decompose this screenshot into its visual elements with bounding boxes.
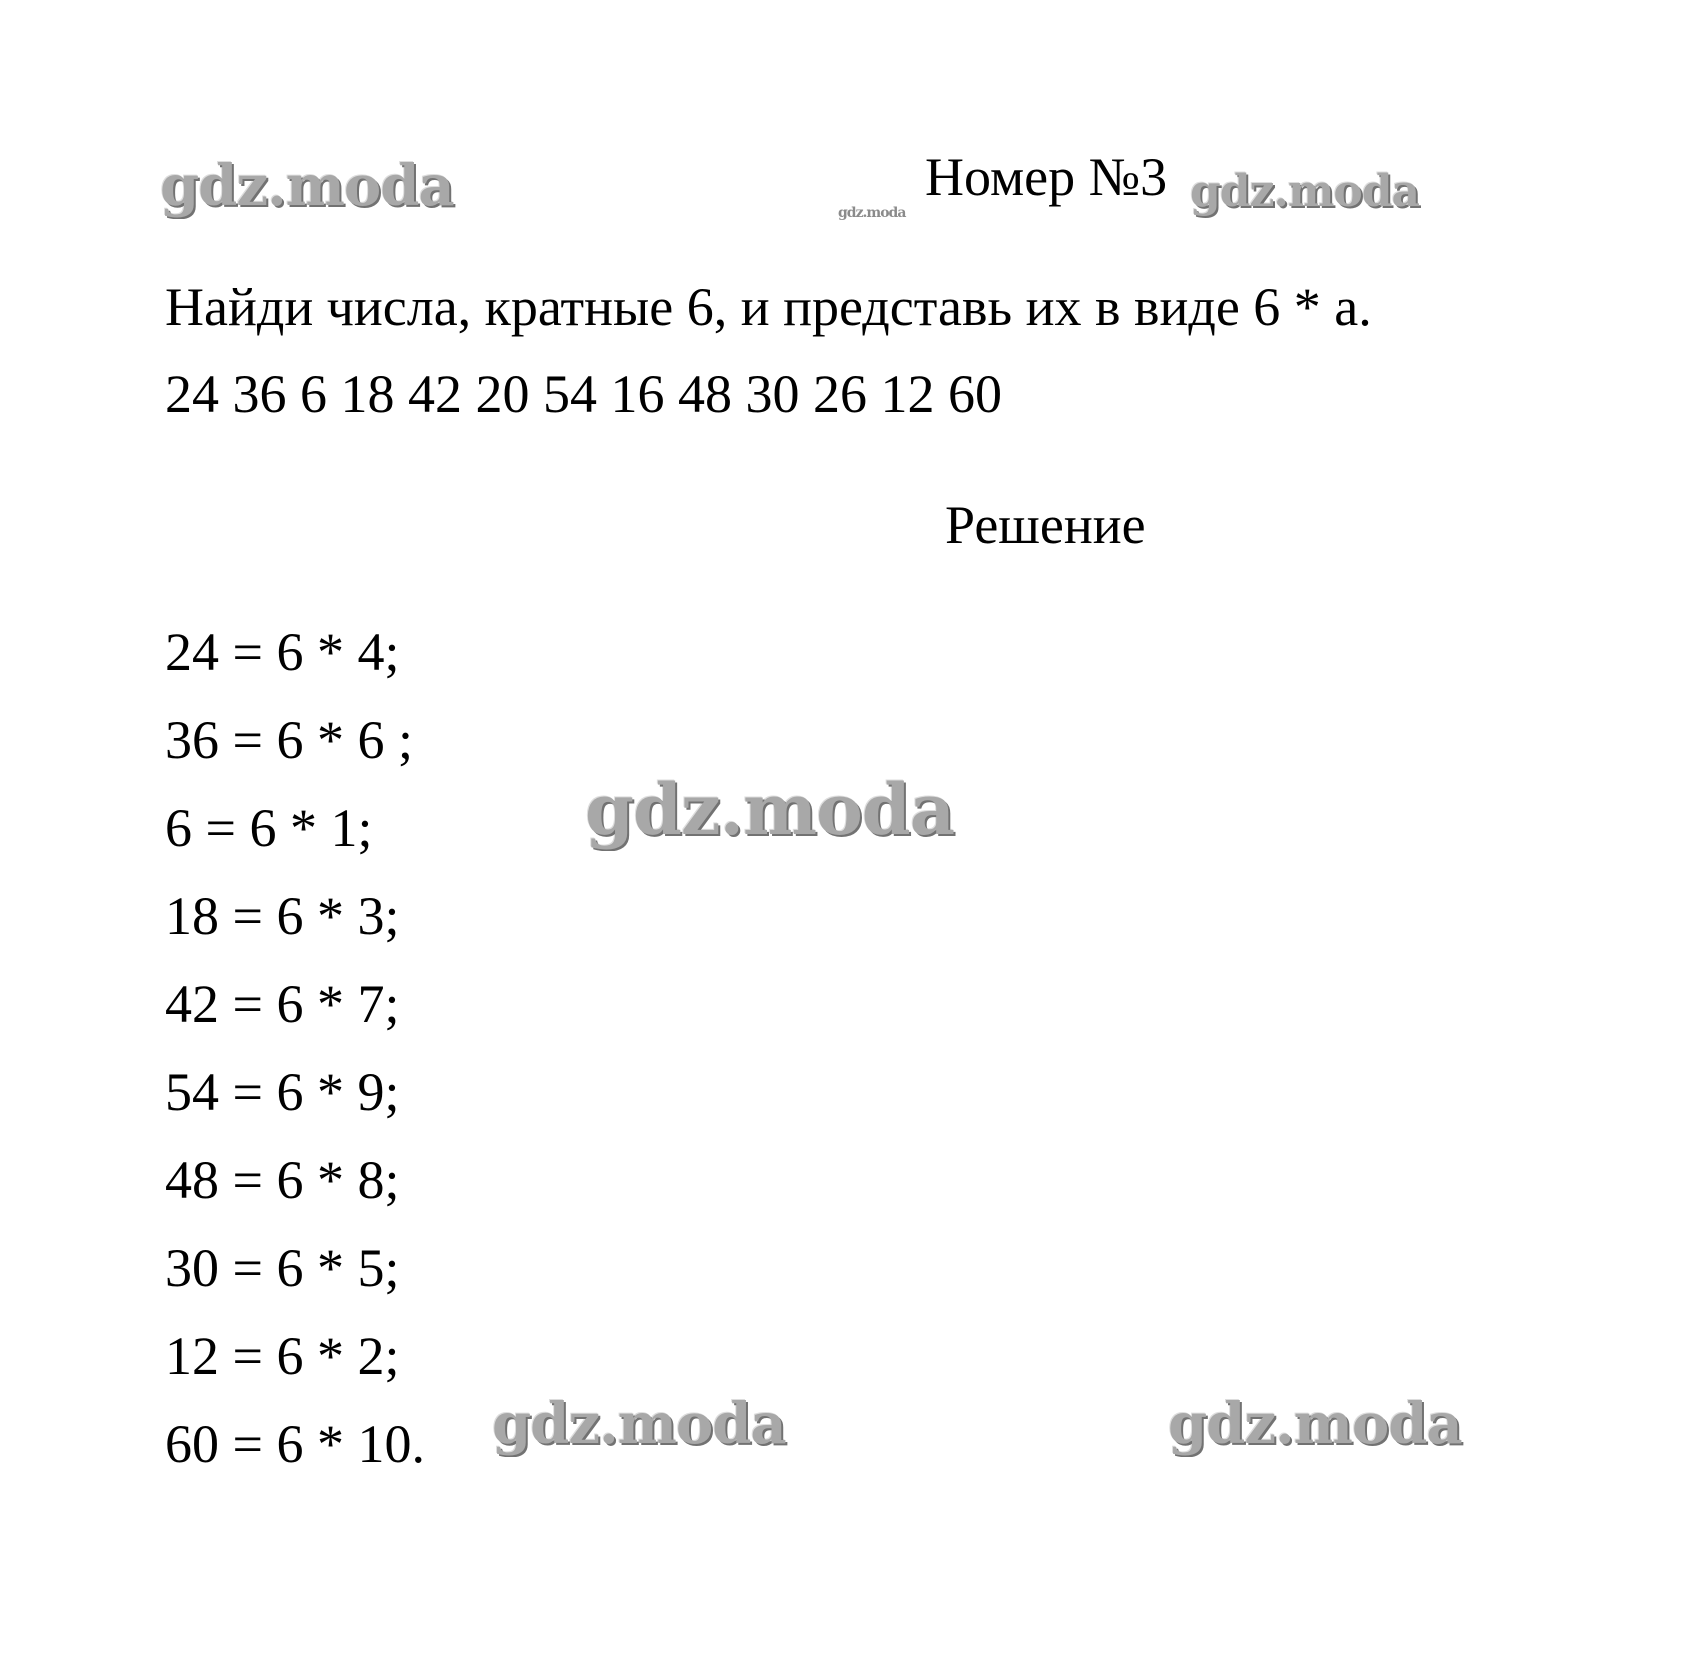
watermark-top-left: gdz.moda	[160, 153, 454, 219]
answer-line: 60 = 6 * 10.	[165, 1414, 425, 1474]
task-statement: Найди числа, кратные 6, и представь их в виде 6 * а.	[165, 277, 1372, 337]
answer-line: 6 = 6 * 1;	[165, 798, 373, 858]
answer-line: 54 = 6 * 9;	[165, 1062, 400, 1122]
watermark-bottom-right: gdz.moda	[1168, 1391, 1462, 1457]
answer-line: 48 = 6 * 8;	[165, 1150, 400, 1210]
watermark-center: gdz.moda	[585, 768, 955, 851]
watermark-small: gdz.moda	[838, 205, 906, 221]
number-list: 24 36 6 18 42 20 54 16 48 30 26 12 60	[165, 364, 1002, 424]
watermark-bottom-left: gdz.moda	[492, 1391, 786, 1457]
answer-line: 42 = 6 * 7;	[165, 974, 400, 1034]
answer-line: 30 = 6 * 5;	[165, 1238, 400, 1298]
answer-line: 24 = 6 * 4;	[165, 622, 400, 682]
answer-line: 36 = 6 * 6 ;	[165, 710, 413, 770]
page-title: Номер №3	[925, 147, 1168, 207]
watermark-after-heading: gdz.moda	[1190, 166, 1420, 217]
answer-line: 12 = 6 * 2;	[165, 1326, 400, 1386]
answer-line: 18 = 6 * 3;	[165, 886, 400, 946]
answer-list	[165, 622, 425, 1505]
solution-heading: Решение	[945, 495, 1146, 555]
